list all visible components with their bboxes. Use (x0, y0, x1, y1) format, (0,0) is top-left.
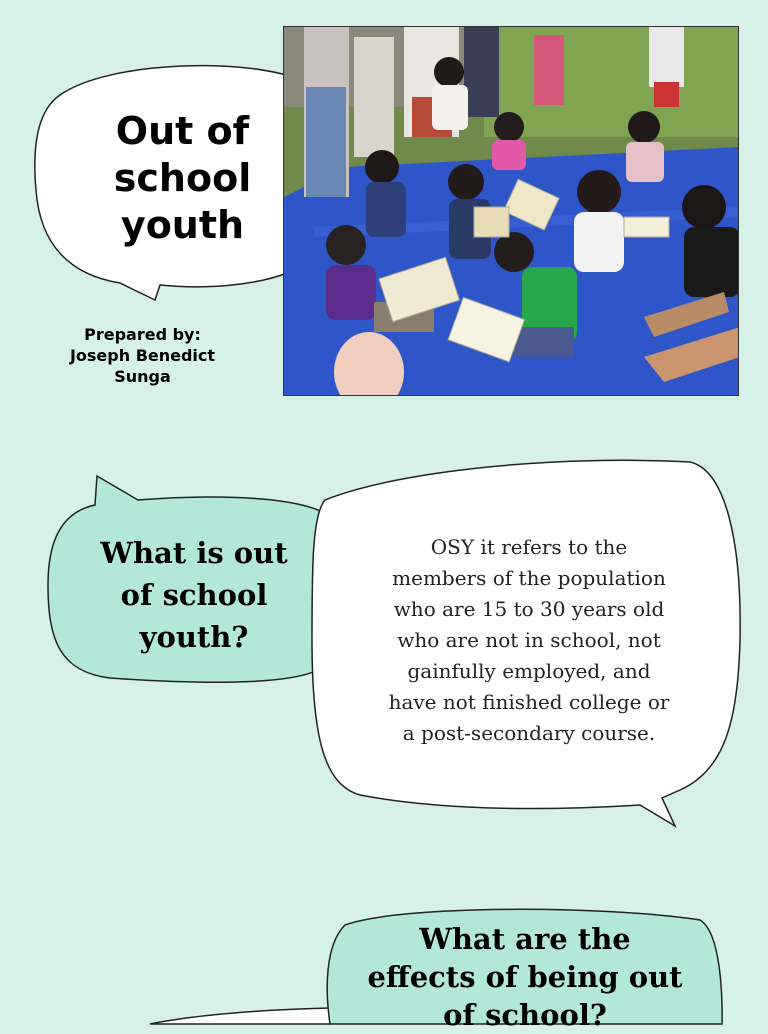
question-line: of school (120, 578, 268, 612)
definition-line: gainfully employed, and (407, 659, 651, 683)
question-line: youth? (139, 620, 249, 654)
credit-line: Prepared by: (84, 325, 201, 344)
question-line: What are the (419, 922, 631, 956)
definition-line: members of the population (392, 566, 666, 590)
credit-line: Joseph Benedict (69, 346, 216, 365)
definition-line: a post-secondary course. (402, 721, 656, 745)
title-line: youth (120, 203, 245, 247)
definition-line: have not finished college or (388, 690, 670, 714)
title-line: school (113, 156, 252, 200)
question-line: What is out (100, 536, 288, 570)
question-line: of school? (443, 998, 607, 1032)
definition-line: who are 15 to 30 years old (393, 597, 665, 621)
definition-line: OSY it refers to the (430, 535, 628, 559)
question-effects (350, 920, 700, 1034)
credit-line: Sunga (114, 367, 171, 386)
definition-line: who are not in school, not (397, 628, 661, 652)
title-line: Out of (115, 109, 250, 153)
question-line: effects of being out (367, 960, 683, 994)
